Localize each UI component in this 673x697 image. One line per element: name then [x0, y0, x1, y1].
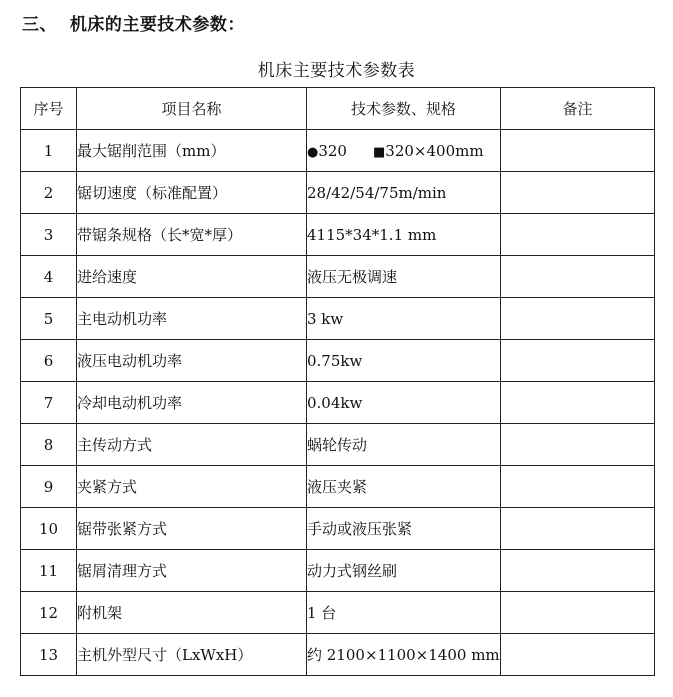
row-item: 进给速度 — [77, 256, 307, 298]
row-spec: 液压夹紧 — [307, 466, 501, 508]
square-section-value: 320×400mm — [385, 141, 484, 160]
table-row — [21, 256, 655, 298]
row-spec: 4115*34*1.1 mm — [307, 214, 501, 256]
row-spec: 1 台 — [307, 592, 501, 634]
header-item-name: 项目名称 — [77, 88, 307, 130]
row-note — [501, 382, 655, 424]
row-spec: 28/42/54/75m/min — [307, 172, 501, 214]
row-item: 主传动方式 — [77, 424, 307, 466]
row-item: 锯切速度（标准配置） — [77, 172, 307, 214]
row-spec: 动力式钢丝刷 — [307, 550, 501, 592]
row-item: 冷却电动机功率 — [77, 382, 307, 424]
table-row — [21, 424, 655, 466]
table-row — [21, 634, 655, 676]
row-index: 4 — [21, 256, 77, 298]
row-note — [501, 130, 655, 172]
row-index: 2 — [21, 172, 77, 214]
row-note — [501, 298, 655, 340]
row-spec: 0.04kw — [307, 382, 501, 424]
row-index: 10 — [21, 508, 77, 550]
row-spec: 0.75kw — [307, 340, 501, 382]
table-row — [21, 466, 655, 508]
row-item: 主电动机功率 — [77, 298, 307, 340]
row-item: 夹紧方式 — [77, 466, 307, 508]
row-spec: 蜗轮传动 — [307, 424, 501, 466]
table-row — [21, 298, 655, 340]
table-row — [21, 172, 655, 214]
row-index: 7 — [21, 382, 77, 424]
row-item: 附机架 — [77, 592, 307, 634]
row-spec — [307, 130, 501, 172]
row-index: 6 — [21, 340, 77, 382]
table-row — [21, 340, 655, 382]
table-row — [21, 130, 655, 172]
table-row — [21, 508, 655, 550]
round-section-value: 320 — [318, 141, 347, 160]
row-note — [501, 424, 655, 466]
round-section-icon: ● — [307, 144, 319, 160]
row-note — [501, 466, 655, 508]
row-index: 3 — [21, 214, 77, 256]
row-note — [501, 214, 655, 256]
row-note — [501, 550, 655, 592]
row-item: 最大锯削范围（mm） — [77, 130, 307, 172]
table-row — [21, 382, 655, 424]
header-remarks: 备注 — [501, 88, 655, 130]
row-index: 1 — [21, 130, 77, 172]
row-index: 5 — [21, 298, 77, 340]
square-section-icon: ■ — [372, 144, 386, 160]
table-row — [21, 214, 655, 256]
row-index: 8 — [21, 424, 77, 466]
spec-table — [20, 87, 655, 676]
row-note — [501, 340, 655, 382]
row-note — [501, 256, 655, 298]
table-row — [21, 592, 655, 634]
row-note — [501, 172, 655, 214]
row-item: 锯带张紧方式 — [77, 508, 307, 550]
row-index: 13 — [21, 634, 77, 676]
row-index: 9 — [21, 466, 77, 508]
row-item: 液压电动机功率 — [77, 340, 307, 382]
row-item: 锯屑清理方式 — [77, 550, 307, 592]
row-note — [501, 592, 655, 634]
row-spec: 手动或液压张紧 — [307, 508, 501, 550]
row-index: 12 — [21, 592, 77, 634]
row-spec: 3 kw — [307, 298, 501, 340]
header-spec: 技术参数、规格 — [307, 88, 501, 130]
row-item: 主机外型尺寸（LxWxH） — [77, 634, 307, 676]
section-heading: 三、 机床的主要技术参数： — [22, 15, 245, 35]
row-spec: 液压无极调速 — [307, 256, 501, 298]
row-spec: 约 2100×1100×1400 mm — [307, 634, 501, 676]
table-row — [21, 550, 655, 592]
row-index: 11 — [21, 550, 77, 592]
row-note — [501, 508, 655, 550]
table-caption: 机床主要技术参数表 — [257, 61, 416, 81]
header-index: 序号 — [21, 88, 77, 130]
table-header-row — [21, 88, 655, 130]
row-item: 带锯条规格（长*宽*厚） — [77, 214, 307, 256]
row-note — [501, 634, 655, 676]
